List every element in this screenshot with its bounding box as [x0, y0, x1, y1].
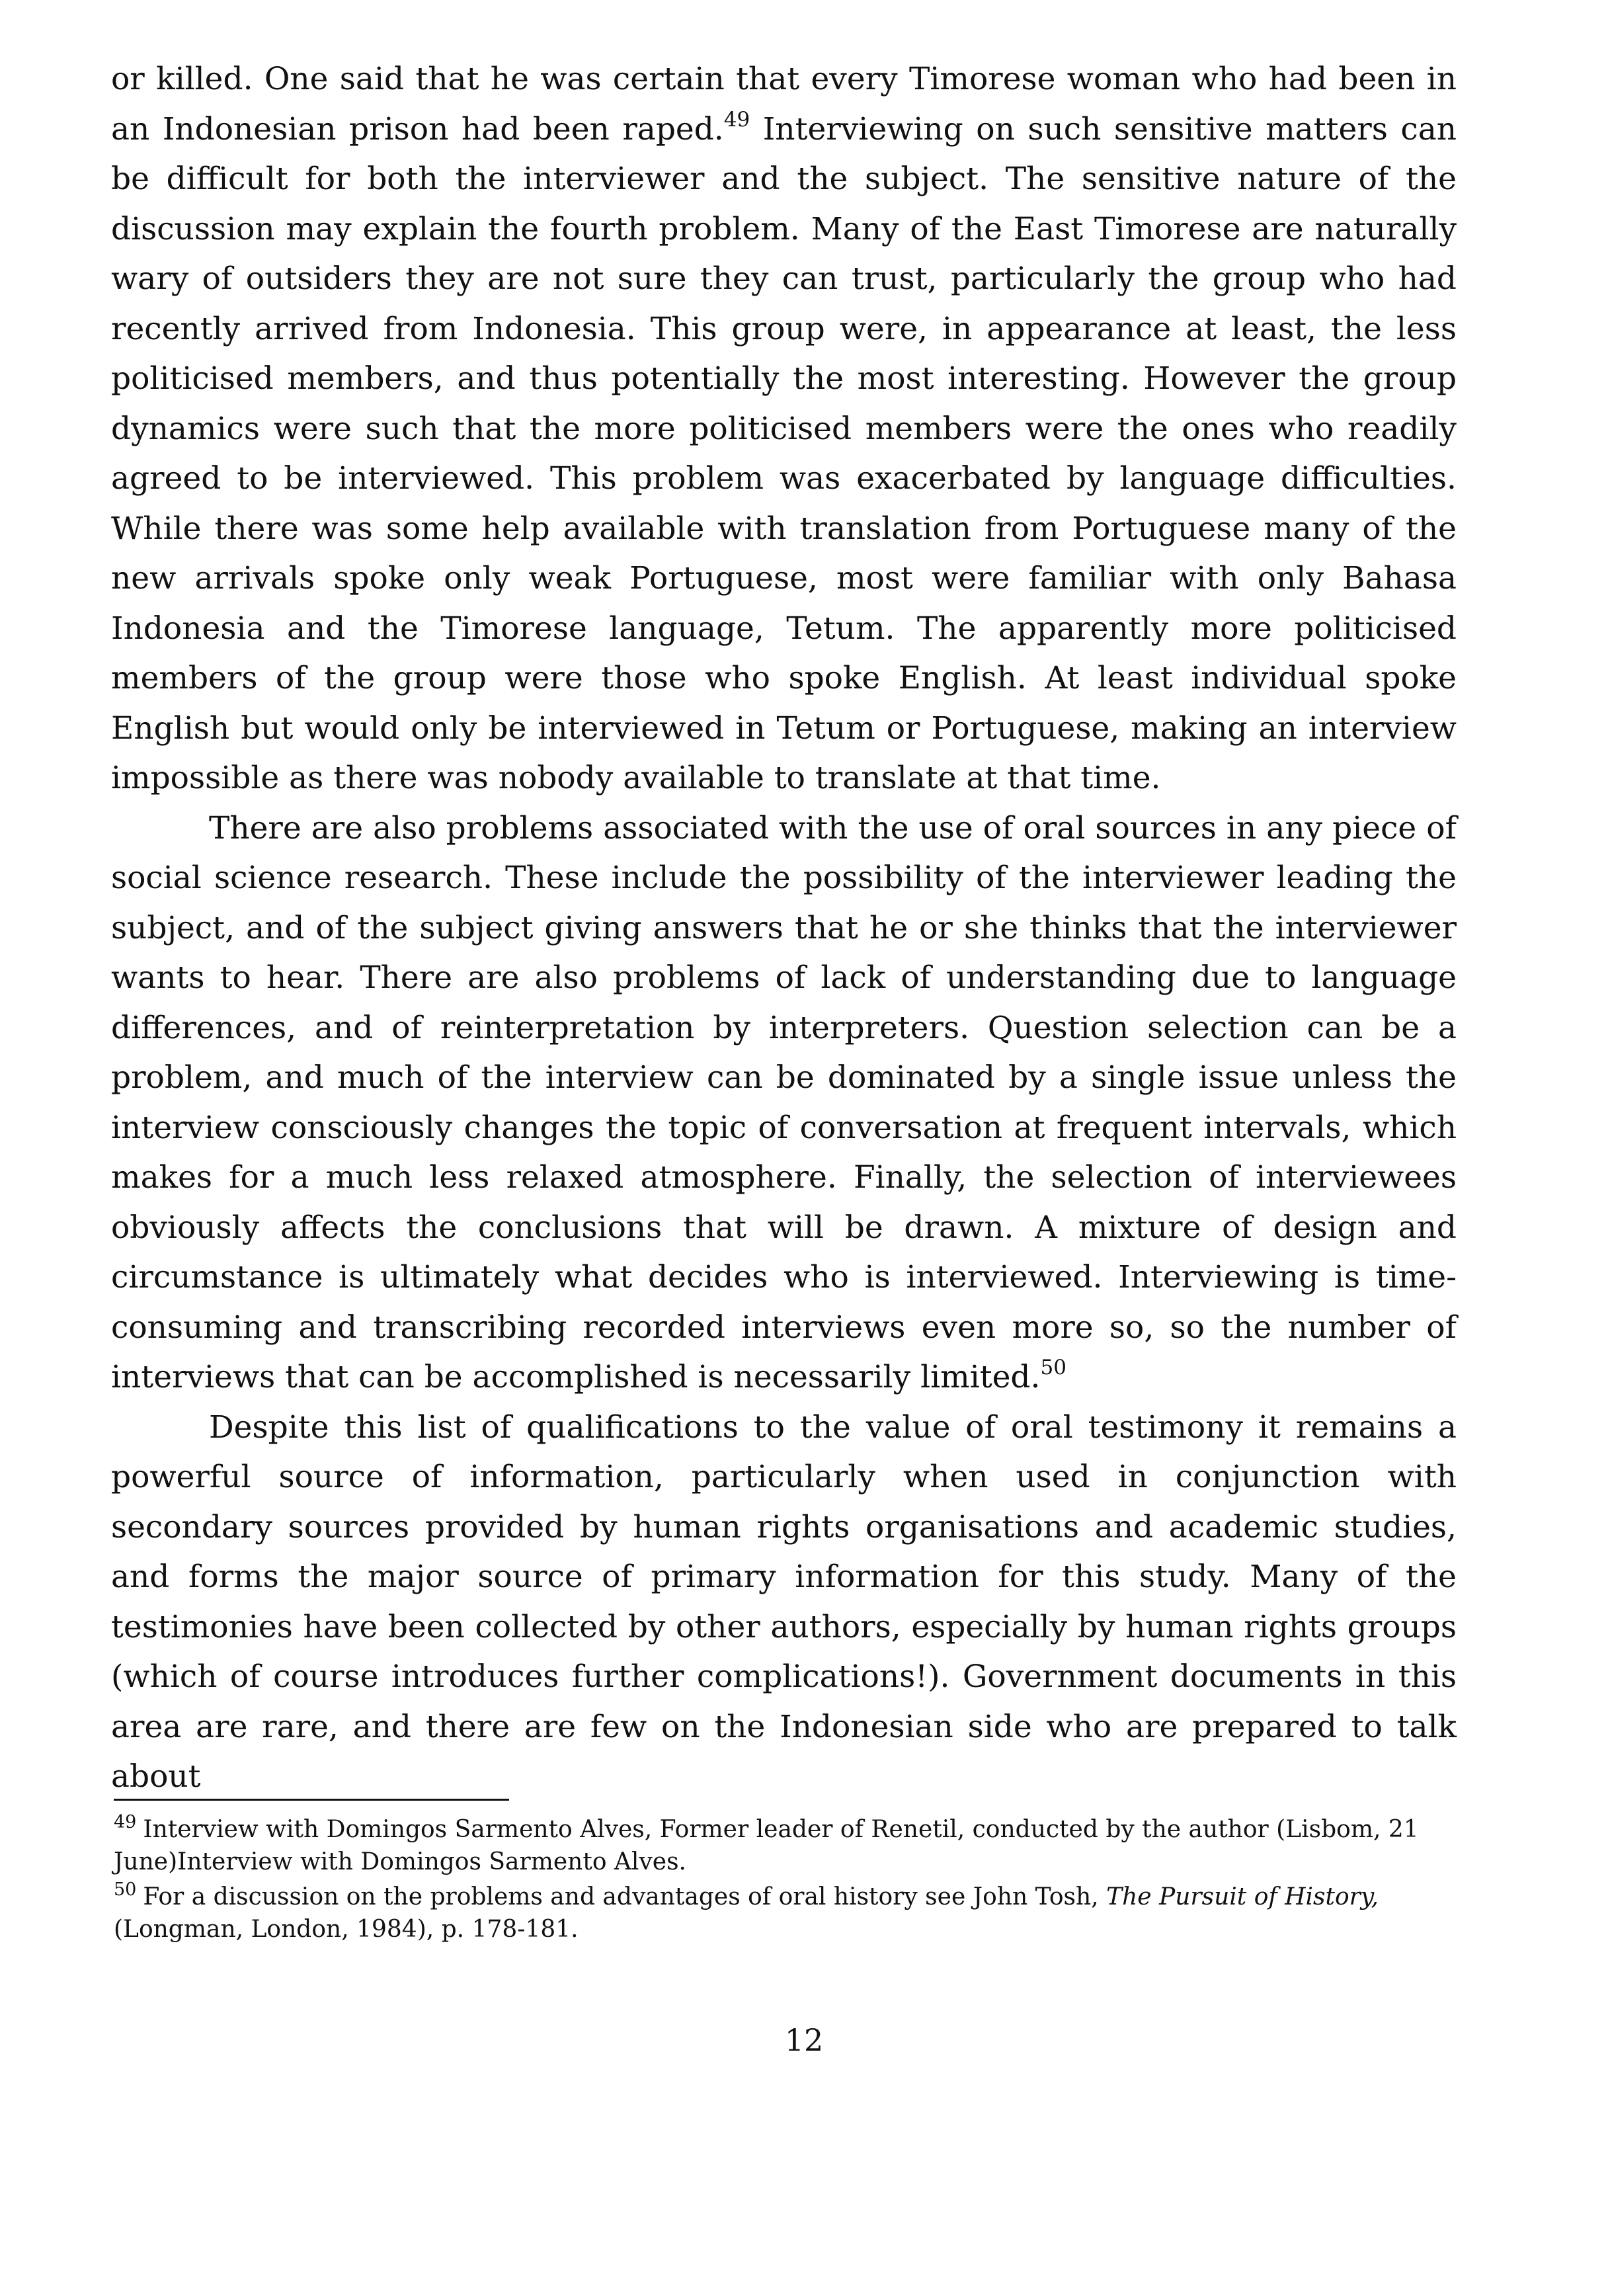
footnote-50-mark: 50 [114, 1879, 137, 1900]
footnote-50 [114, 1881, 1463, 1946]
paragraph-2 [111, 803, 1457, 1403]
footnote-separator [114, 1799, 509, 1801]
footnote-50-text-b: (Longman, London, 1984), p. 178-181. [114, 1916, 579, 1943]
body-text [111, 54, 1457, 1802]
paragraph-1-text-b: Interviewing on such sensitive matters can be difficult for both the interviewer and the subject. The sensitive nature of the discussion may explain the fourth problem. Many of the East Timorese are naturally wary of outsiders they are not sure they can trust, particularly the group who had recently arrived from Indonesia. This group were, in appearance at least, the less politicised members, and thus potentially the most interesting. However the group dynamics were such that the more politicised members were the ones who readily agreed to be interviewed. This problem was exacerbated by language difficulties. While there was some help available with translation from Portuguese many of the new arrivals spoke only weak Portuguese, most were familiar with only Bahasa Indonesia and the Timorese language, Tetum. The apparently more politicised members of the group were those who spoke English. At least individual spoke English but would only be interviewed in Tetum or Portuguese, making an interview impossible as there was nobody available to translate at that time. [111, 110, 1457, 796]
page-number: 12 [784, 2022, 824, 2058]
footnote-49 [114, 1813, 1463, 1878]
footnote-49-text: Interview with Domingos Sarmento Alves, Former leader of Renetil, conducted by the author (Lisbom, 21 June)Interview with Domingos Sarmento Alves. [114, 1816, 1419, 1875]
footnote-reference-49: 49 [723, 107, 750, 132]
paragraph-2-text: There are also problems associated with the use of oral sources in any piece of social science research. These include the possibility of the interviewer leading the subject, and of the subject giving answers that he or she thinks that the interviewer wants to hear. There are also problems of lack of understanding due to language differences, and of reinterpretation by interpreters. Question selection can be a problem, and much of the interview can be dominated by a single issue unless the interview consciously changes the topic of conversation at frequent intervals, which makes for a much less relaxed atmosphere. Finally, the selection of interviewees obviously affects the conclusions that will be drawn. A mixture of design and circumstance is ultimately what decides who is interviewed. Interviewing is time-consuming and transcribing recorded interviews even more so, so the number of interviews that can be accomplished is necessarily limited. [111, 809, 1457, 1395]
paragraph-1 [111, 54, 1457, 803]
footnote-50-book-title: The Pursuit of History, [1106, 1883, 1379, 1910]
footnote-50-text-a: For a discussion on the problems and advantages of oral history see John Tosh, [143, 1883, 1107, 1910]
footnote-49-mark: 49 [114, 1812, 137, 1832]
paragraph-3 [111, 1403, 1457, 1802]
paragraph-3-text: Despite this list of qualifications to the value of oral testimony it remains a powerful source of information, particularly when used in conjunction with secondary sources provided by human rights organisations and academic studies, and forms the major source of primary information for this study. Many of the testimonies have been collected by other authors, especially by human rights groups (which of course introduces further complications!). Government documents in this area are rare, and there are few on the Indonesian side who are prepared to talk about [111, 1409, 1457, 1795]
paragraph-1-text-a: or killed. One said that he was certain that every Timorese woman who had been in an Indonesian prison had been raped. [111, 61, 1457, 147]
footnote-reference-50: 50 [1040, 1356, 1066, 1379]
footnotes [114, 1813, 1463, 1948]
